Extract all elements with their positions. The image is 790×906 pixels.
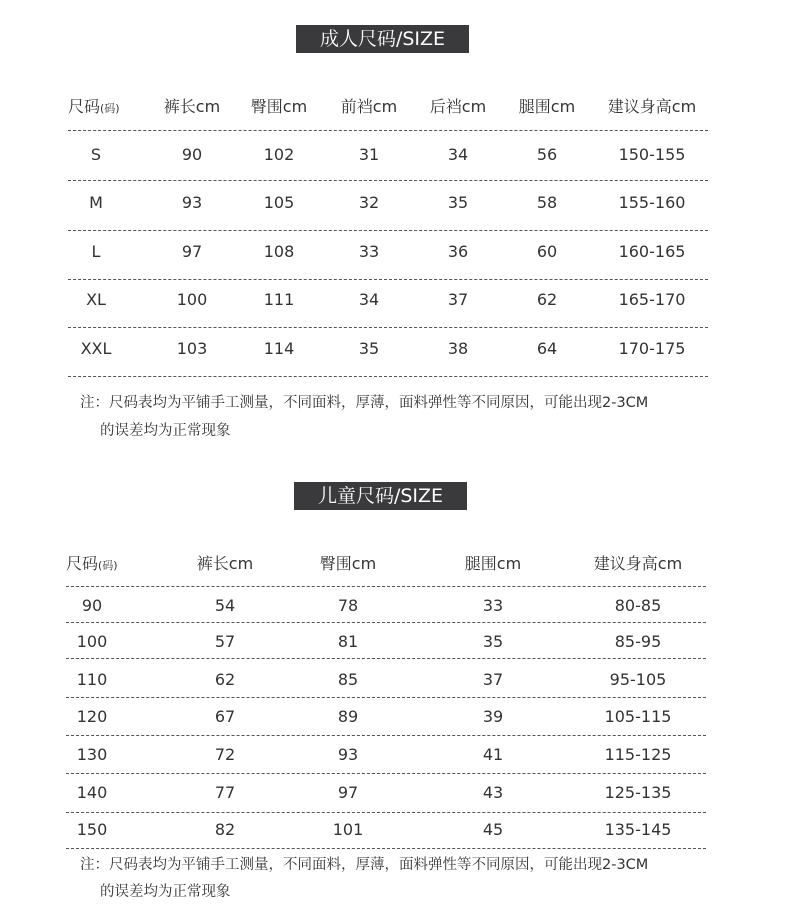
child-cell: 89: [337, 707, 359, 726]
child-cell: 62: [214, 670, 236, 689]
child-row-divider: [66, 622, 706, 623]
adult-cell: 37: [447, 290, 469, 309]
adult-row-divider: [68, 130, 708, 131]
child-header-col-4: [594, 551, 682, 574]
adult-cell: 38: [447, 339, 469, 358]
child-header-label: 建议身高cm: [593, 554, 683, 573]
child-cell: 39: [482, 707, 504, 726]
child-cell: 54: [214, 596, 236, 615]
adult-row-divider: [68, 180, 708, 181]
adult-cell: 150-155: [618, 145, 686, 164]
adult-cell: 32: [358, 193, 380, 212]
child-cell: 125-135: [604, 783, 672, 802]
child-cell: 82: [214, 820, 236, 839]
adult-cell: 34: [358, 290, 380, 309]
child-header-label: 裤长cm: [196, 554, 254, 573]
adult-header-col-0: [68, 94, 120, 117]
child-cell: 45: [482, 820, 504, 839]
adult-header-label: 前裆cm: [340, 97, 398, 116]
child-cell: 72: [214, 745, 236, 764]
adult-cell: 170-175: [618, 339, 686, 358]
adult-cell: 36: [447, 242, 469, 261]
adult-header-label: 尺码: [68, 97, 101, 116]
adult-cell: 97: [181, 242, 203, 261]
adult-cell: 64: [536, 339, 558, 358]
child-cell: 77: [214, 783, 236, 802]
adult-cell: 31: [358, 145, 380, 164]
child-row-divider: [66, 812, 706, 813]
adult-header-col-4: [430, 94, 486, 117]
child-cell: 105-115: [604, 707, 672, 726]
child-size-note-line1: 注：尺码表均为平铺手工测量，不同面料，厚薄，面料弹性等不同原因，可能出现2-3CM: [80, 857, 649, 873]
adult-cell: 103: [176, 339, 208, 358]
adult-cell: 165-170: [618, 290, 686, 309]
adult-cell: 93: [181, 193, 203, 212]
child-size-title: 儿童尺码/SIZE: [294, 482, 467, 510]
child-cell: 101: [332, 820, 364, 839]
child-header-label: 臀围cm: [319, 554, 377, 573]
adult-cell: S: [90, 145, 102, 164]
child-header-col-0: [66, 551, 118, 574]
child-header-col-2: [320, 551, 376, 574]
adult-cell: XL: [86, 290, 106, 309]
child-row-divider: [66, 697, 706, 698]
adult-header-label: 腿围cm: [518, 97, 576, 116]
child-row-divider: [66, 848, 706, 849]
adult-cell: 100: [176, 290, 208, 309]
adult-size-note-line2: 的误差均为正常现象: [100, 423, 231, 439]
adult-size-title: 成人尺码/SIZE: [296, 25, 469, 53]
child-cell: 95-105: [609, 670, 667, 689]
child-cell: 93: [337, 745, 359, 764]
child-row-divider: [66, 735, 706, 736]
adult-cell: 56: [536, 145, 558, 164]
adult-header-col-2: [251, 94, 307, 117]
adult-cell: 90: [181, 145, 203, 164]
child-cell: 78: [337, 596, 359, 615]
child-cell: 140: [76, 783, 108, 802]
child-cell: 90: [81, 596, 103, 615]
adult-header-col-3: [341, 94, 397, 117]
adult-cell: 34: [447, 145, 469, 164]
child-header-col-3: [465, 551, 521, 574]
adult-cell: 35: [447, 193, 469, 212]
child-cell: 33: [482, 596, 504, 615]
adult-cell: 155-160: [618, 193, 686, 212]
adult-header-col-6: [608, 94, 696, 117]
child-header-unit: (码): [98, 559, 118, 572]
adult-header-label: 臀围cm: [250, 97, 308, 116]
child-cell: 130: [76, 745, 108, 764]
adult-cell: 105: [263, 193, 295, 212]
child-cell: 43: [482, 783, 504, 802]
adult-cell: 160-165: [618, 242, 686, 261]
child-cell: 80-85: [614, 596, 662, 615]
adult-row-divider: [68, 279, 708, 280]
adult-cell: XXL: [80, 339, 112, 358]
child-cell: 120: [76, 707, 108, 726]
child-cell: 110: [76, 670, 108, 689]
child-cell: 85: [337, 670, 359, 689]
child-cell: 97: [337, 783, 359, 802]
child-cell: 81: [337, 632, 359, 651]
adult-cell: 60: [536, 242, 558, 261]
child-cell: 41: [482, 745, 504, 764]
adult-cell: 111: [263, 290, 295, 309]
child-cell: 57: [214, 632, 236, 651]
adult-cell: 35: [358, 339, 380, 358]
adult-cell: 102: [263, 145, 295, 164]
child-size-note-line2: 的误差均为正常现象: [100, 884, 231, 900]
child-row-divider: [66, 586, 706, 587]
child-row-divider: [66, 658, 706, 659]
child-cell: 150: [76, 820, 108, 839]
adult-row-divider: [68, 327, 708, 328]
child-row-divider: [66, 773, 706, 774]
child-cell: 37: [482, 670, 504, 689]
adult-header-label: 后裆cm: [429, 97, 487, 116]
child-header-label: 腿围cm: [464, 554, 522, 573]
child-cell: 100: [76, 632, 108, 651]
child-cell: 35: [482, 632, 504, 651]
child-cell: 67: [214, 707, 236, 726]
adult-cell: L: [91, 242, 101, 261]
adult-header-col-1: [164, 94, 220, 117]
child-cell: 85-95: [614, 632, 662, 651]
adult-header-unit: (码): [100, 102, 120, 115]
child-header-col-1: [197, 551, 253, 574]
adult-cell: 33: [358, 242, 380, 261]
adult-row-divider: [68, 376, 708, 377]
adult-cell: 108: [263, 242, 295, 261]
adult-size-note-line1: 注：尺码表均为平铺手工测量，不同面料，厚薄，面料弹性等不同原因，可能出现2-3CM: [80, 395, 649, 411]
adult-row-divider: [68, 230, 708, 231]
adult-header-label: 裤长cm: [163, 97, 221, 116]
adult-header-col-5: [519, 94, 575, 117]
child-header-label: 尺码: [66, 554, 99, 573]
adult-cell: 114: [263, 339, 295, 358]
adult-cell: 58: [536, 193, 558, 212]
adult-cell: 62: [536, 290, 558, 309]
adult-cell: M: [89, 193, 103, 212]
child-cell: 135-145: [604, 820, 672, 839]
child-cell: 115-125: [604, 745, 672, 764]
adult-header-label: 建议身高cm: [607, 97, 697, 116]
